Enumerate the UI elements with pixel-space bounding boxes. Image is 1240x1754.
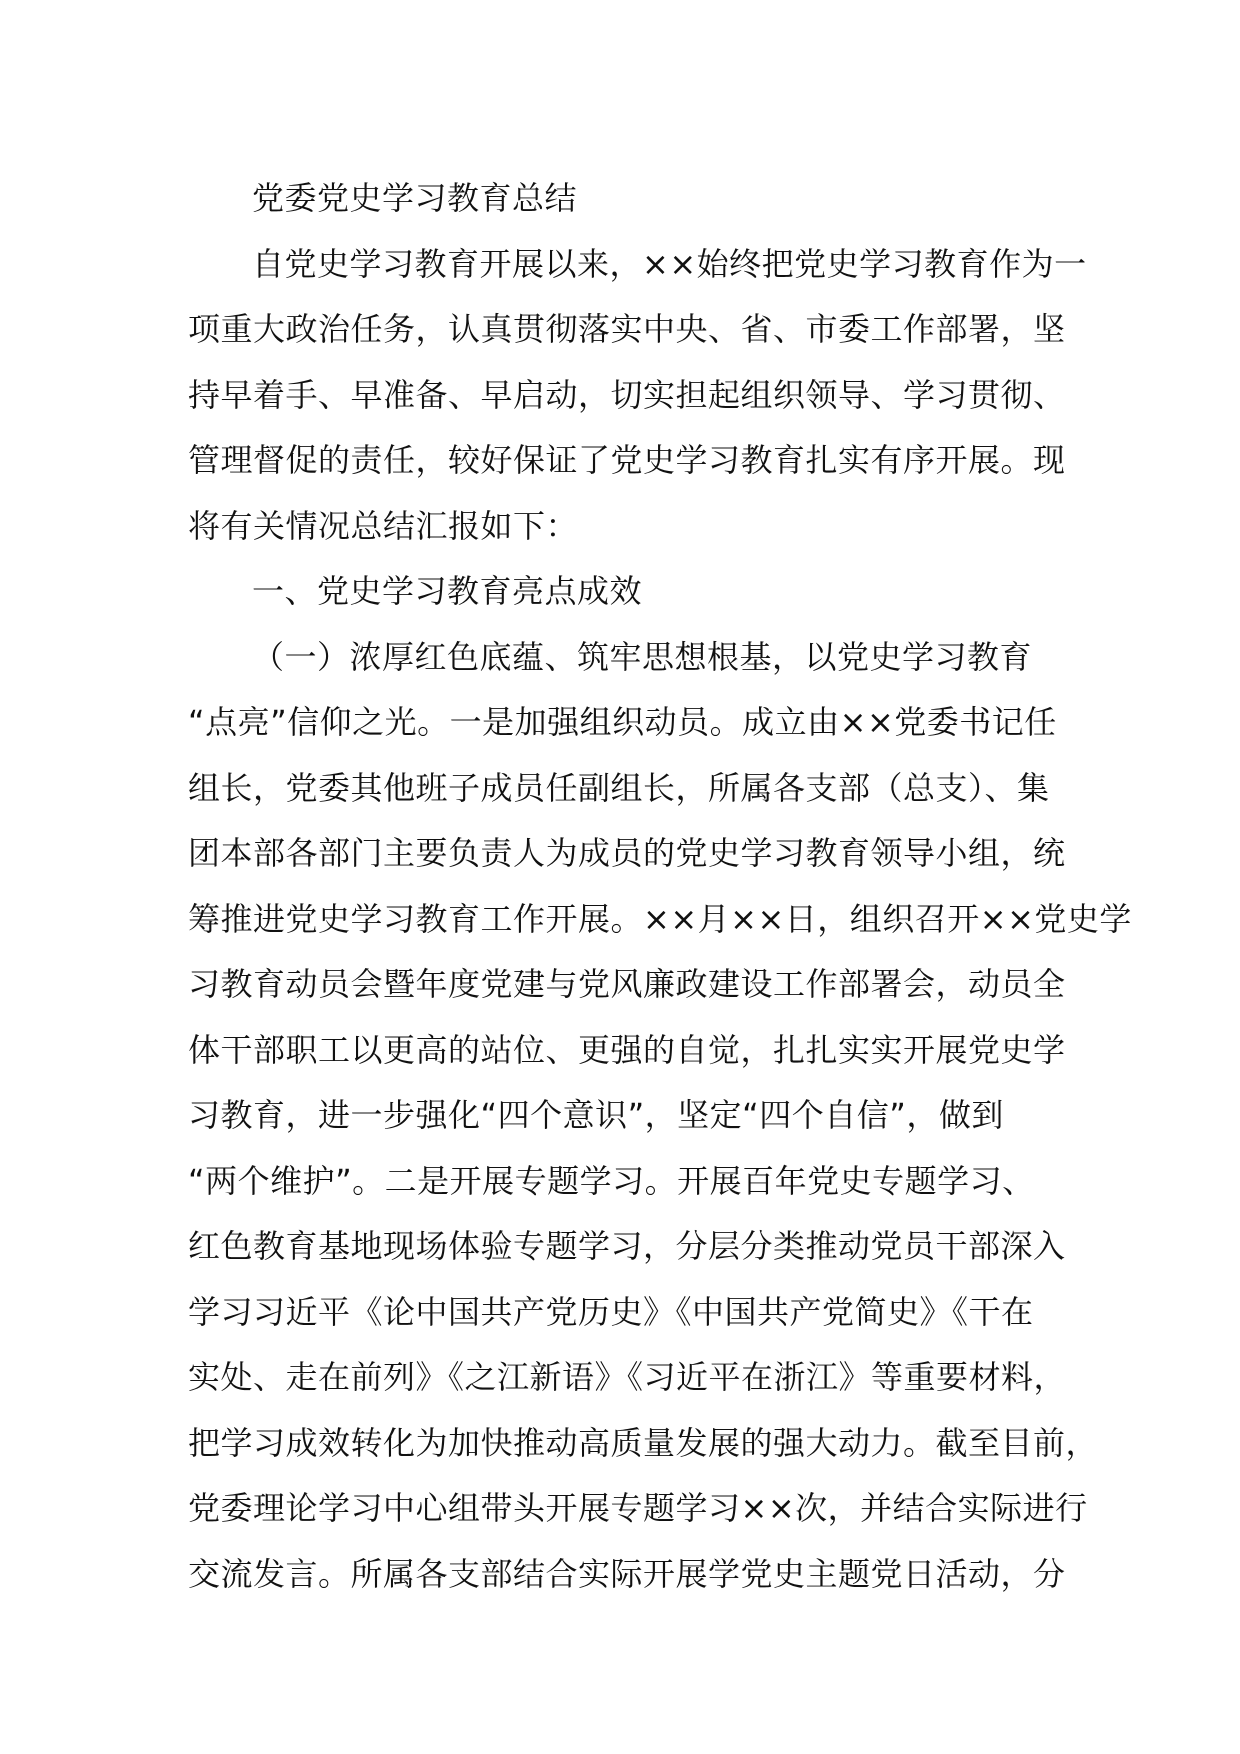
paragraph-line: “点亮”信仰之光。一是加强组织动员。成立由××党委书记任 xyxy=(188,703,1057,741)
paragraph-line: 组长，党委其他班子成员任副组长，所属各支部（总支）、集 xyxy=(188,768,1050,807)
paragraph-line: 习教育动员会暨年度党建与党风廉政建设工作部署会，动员全 xyxy=(188,965,1066,1003)
document-title: 党委党史学习教育总结 xyxy=(252,179,578,217)
paragraph-line: 交流发言。所属各支部结合实际开展学党史主题党日活动，分 xyxy=(188,1554,1066,1593)
paragraph-line: 学习习近平《论中国共产党历史》《中国共产党简史》《干在 xyxy=(188,1292,1034,1331)
paragraph-line: 将有关情况总结汇报如下： xyxy=(188,506,579,545)
paragraph-line: 习教育，进一步强化“四个意识”，坚定“四个自信”，做到 xyxy=(188,1096,1004,1134)
document-body xyxy=(188,166,1132,1607)
paragraph-line: 项重大政治任务，认真贯彻落实中央、省、市委工作部署，坚 xyxy=(188,310,1066,348)
section-heading: 一、党史学习教育亮点成效 xyxy=(252,572,643,610)
paragraph-line: 红色教育基地现场体验专题学习，分层分类推动党员干部深入 xyxy=(188,1227,1066,1265)
paragraph-line: 自党史学习教育开展以来，××始终把党史学习教育作为一 xyxy=(252,244,1087,283)
paragraph-line: 把学习成效转化为加快推动高质量发展的强大动力。截至目前， xyxy=(188,1423,1099,1462)
paragraph-line: 实处、走在前列》《之江新语》《习近平在浙江》等重要材料， xyxy=(188,1358,1067,1396)
paragraph-line: 筹推进党史学习教育工作开展。××月××日，组织召开××党史学 xyxy=(188,899,1132,938)
paragraph-line: 管理督促的责任，较好保证了党史学习教育扎实有序开展。现 xyxy=(188,441,1066,479)
paragraph-line: 党委理论学习中心组带头开展专题学习××次，并结合实际进行 xyxy=(188,1489,1088,1527)
paragraph-line: 体干部职工以更高的站位、更强的自觉，扎扎实实开展党史学 xyxy=(188,1030,1066,1069)
paragraph-line: “两个维护”。二是开展专题学习。开展百年党史专题学习、 xyxy=(188,1161,1035,1200)
paragraph-line: 持早着手、早准备、早启动，切实担起组织领导、学习贯彻、 xyxy=(188,375,1066,414)
subsection-heading: （一）浓厚红色底蕴、筑牢思想根基，以党史学习教育 xyxy=(252,637,1033,676)
paragraph-line: 团本部各部门主要负责人为成员的党史学习教育领导小组，统 xyxy=(188,834,1066,872)
